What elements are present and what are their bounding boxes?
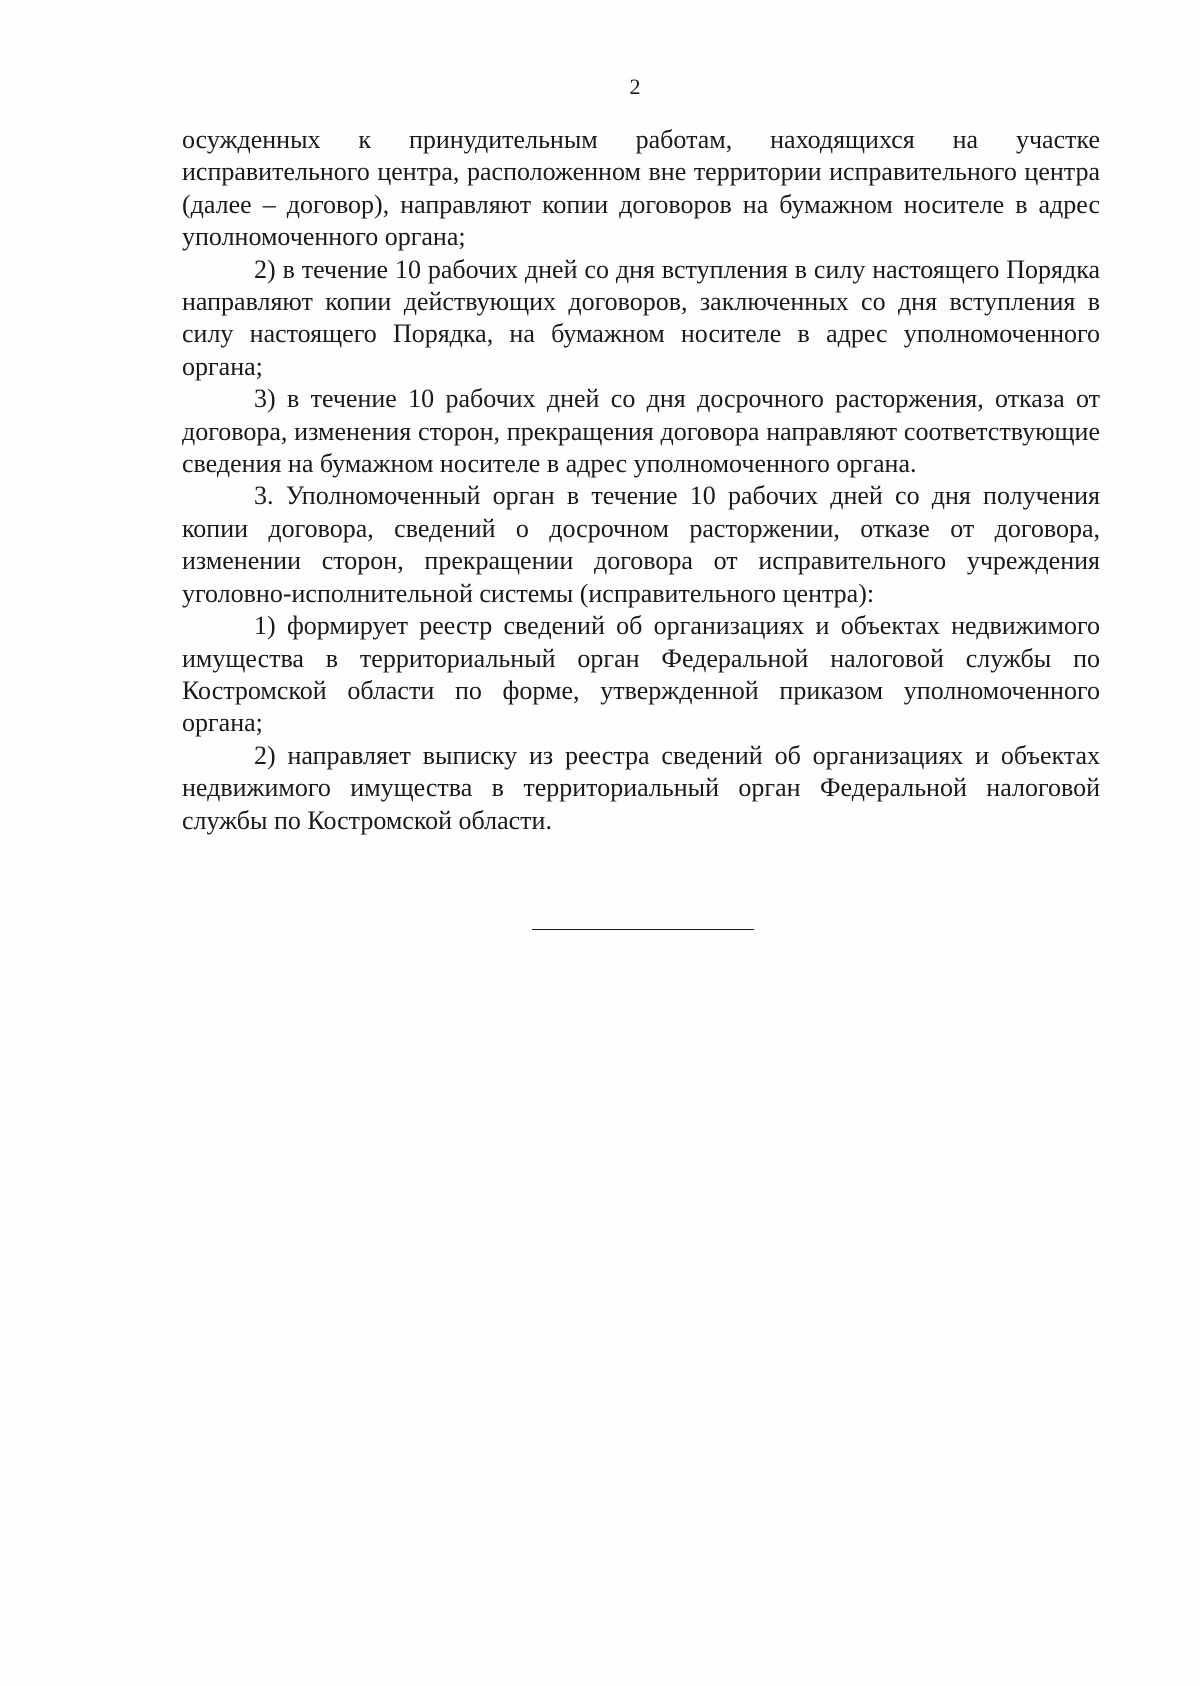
end-of-document-rule bbox=[532, 929, 754, 930]
paragraph-subitem-2: 2) направляет выписку из реестра сведений об организациях и объектах недвижимого имущества в территориальный орган Федеральной налоговой службы по Костромской области. bbox=[182, 740, 1100, 835]
paragraph-item-3: 3) в течение 10 рабочих дней со дня досрочного расторжения, отказа от договора, изменения сторон, прекращения договора направляют соответствующие сведения на бумажном носителе в адрес уполномоченного органа. bbox=[182, 384, 1100, 479]
page-number: 2 bbox=[629, 74, 641, 99]
paragraph-section-3: 3. Уполномоченный орган в течение 10 рабочих дней со дня получения копии договора, сведений о досрочном расторжении, отказе от договора, изменении сторон, прекращении договора от исправительного учреждения уголовно-исполнительной системы (исправительного центра): bbox=[182, 481, 1100, 608]
paragraph-subitem-1: 1) формирует реестр сведений об организациях и объектах недвижимого имущества в территориальный орган Федеральной налоговой службы по Костромской области по форме, утвержденной приказом уполномоченного органа; bbox=[182, 611, 1100, 738]
document-body bbox=[182, 124, 1100, 837]
paragraph-item-2: 2) в течение 10 рабочих дней со дня вступления в силу настоящего Порядка направляют копии действующих договоров, заключенных со дня вступления в силу настоящего Порядка, на бумажном носителе в адрес уполномоченного органа; bbox=[182, 254, 1100, 381]
paragraph-continuation: осужденных к принудительным работам, находящихся на участке исправительного центра, расположенном вне территории исправительного центра (далее – договор), направляют копии договоров на бумажном носителе в адрес уполномоченного органа; bbox=[182, 125, 1100, 252]
